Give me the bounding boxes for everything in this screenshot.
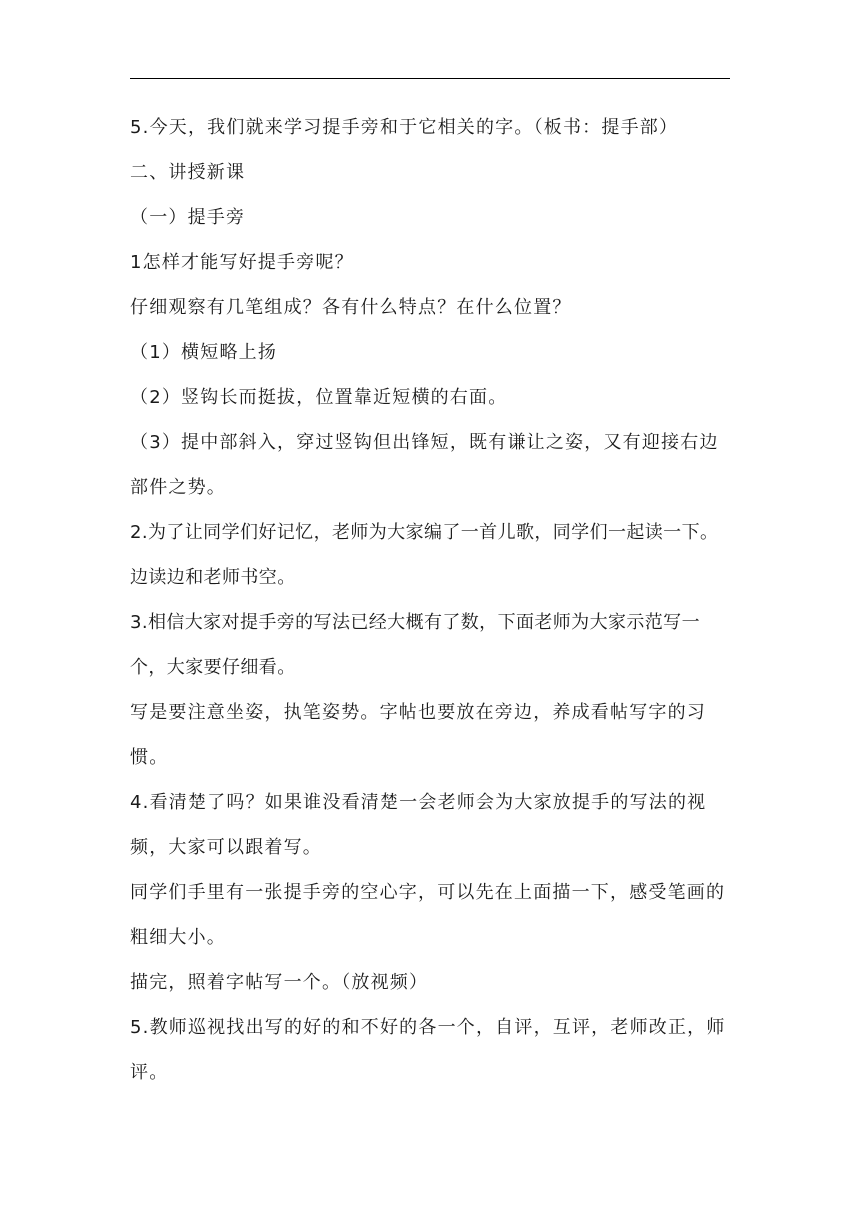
subsection-heading-tishoupang: （一）提手旁 bbox=[130, 207, 246, 228]
paragraph-step3: 3.相信大家对提手旁的写法已经大概有了数，下面老师为大家示范写一个，大家要仔细看。 bbox=[130, 612, 700, 678]
paragraph-stroke-1: （1）横短略上扬 bbox=[130, 342, 278, 363]
paragraph-copy-video: 描完，照着字帖写一个。（放视频） bbox=[130, 972, 429, 993]
paragraph-step5-evaluate: 5.教师巡视找出写的好的和不好的各一个，自评，互评，老师改正，师评。 bbox=[130, 1017, 726, 1083]
paragraph-step1-question: 1怎样才能写好提手旁呢？ bbox=[130, 252, 354, 273]
header-rule bbox=[130, 78, 730, 79]
section-heading-new-lesson: 二、讲授新课 bbox=[130, 162, 246, 183]
paragraph-stroke-2: （2）竖钩长而挺拔，位置靠近短横的右面。 bbox=[130, 387, 508, 408]
paragraph-step4: 4.看清楚了吗？如果谁没看清楚一会老师会为大家放提手的写法的视频，大家可以跟着写。 bbox=[130, 792, 707, 858]
paragraph-observe: 仔细观察有几笔组成？各有什么特点？在什么位置？ bbox=[130, 297, 572, 318]
paragraph-intro-step5: 5.今天，我们就来学习提手旁和于它相关的字。（板书：提手部） bbox=[130, 117, 679, 138]
paragraph-tracing: 同学们手里有一张提手旁的空心字，可以先在上面描一下，感受笔画的粗细大小。 bbox=[130, 882, 726, 948]
paragraph-step2: 2.为了让同学们好记忆，老师为大家编了一首儿歌，同学们一起读一下。边读边和老师书空。 bbox=[130, 522, 719, 588]
paragraph-stroke-3: （3）提中部斜入，穿过竖钩但出锋短，既有谦让之姿，又有迎接右边部件之势。 bbox=[130, 432, 719, 498]
paragraph-posture: 写是要注意坐姿，执笔姿势。字帖也要放在旁边，养成看帖写字的习惯。 bbox=[130, 702, 706, 768]
document-body bbox=[130, 105, 730, 1095]
